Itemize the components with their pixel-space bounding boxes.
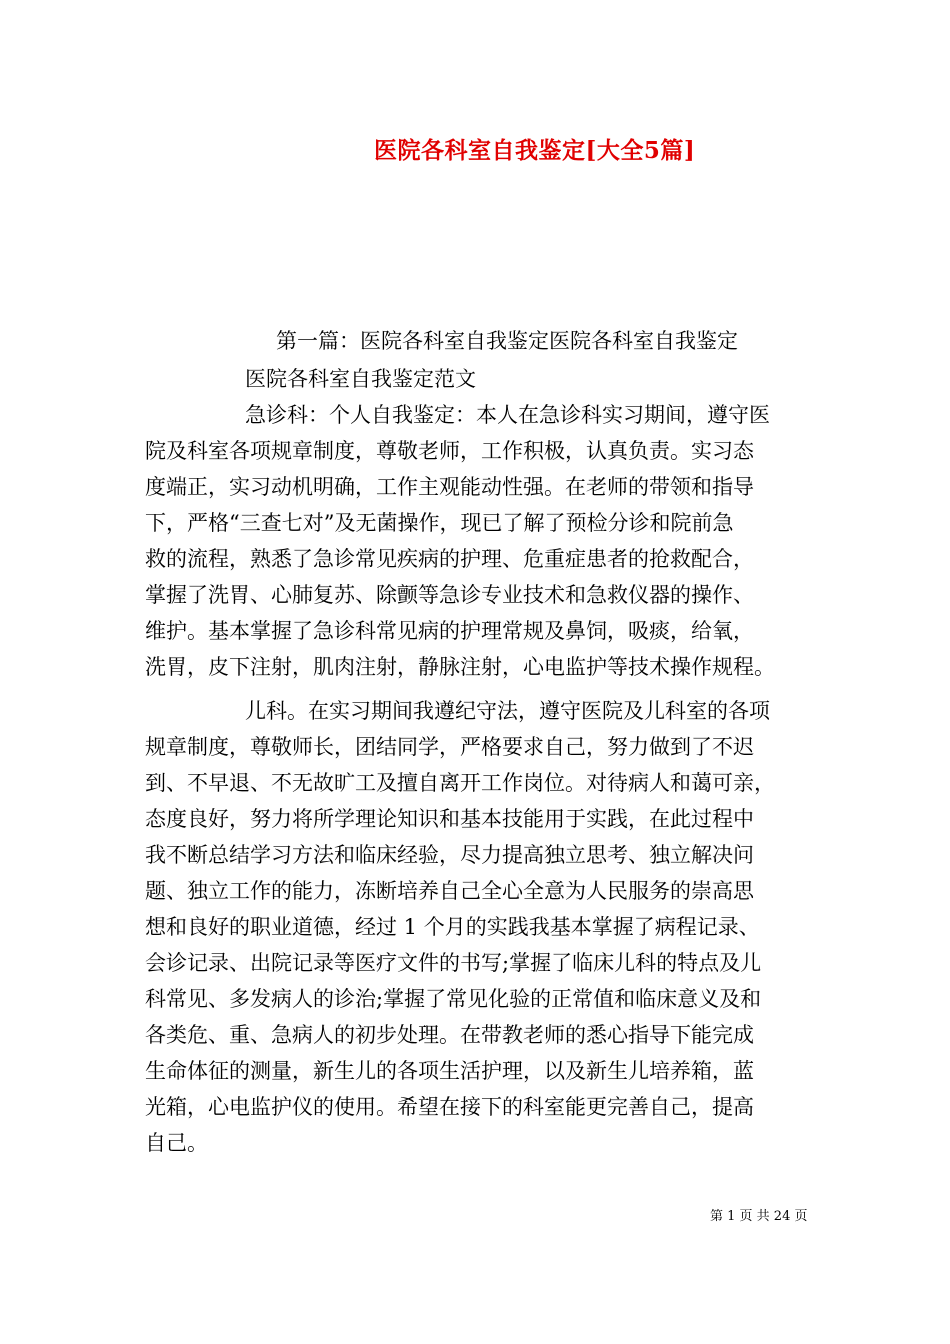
- paragraph-line: 规章制度，尊敬师长，团结同学，严格要求自己，努力做到了不迟: [145, 735, 754, 759]
- paragraph-line: 想和良好的职业道德，经过 1 个月的实践我基本掌握了病程记录、: [145, 915, 760, 939]
- page-number: 第 1 页 共 24 页: [710, 1209, 808, 1224]
- paragraph-line: 光箱，心电监护仪的使用。希望在接下的科室能更完善自己，提高: [145, 1095, 754, 1119]
- paragraph-line: 院及科室各项规章制度，尊敬老师，工作积极，认真负责。实习态: [145, 439, 754, 463]
- paragraph-line: 我不断总结学习方法和临床经验，尽力提高独立思考、独立解决问: [145, 843, 754, 867]
- document-title: 医院各科室自我鉴定[大全5篇]: [374, 137, 696, 164]
- paragraph-line: 洗胃，皮下注射，肌肉注射，静脉注射，心电监护等技术操作规程。: [145, 655, 775, 679]
- paragraph-line: 题、独立工作的能力，冻断培养自己全心全意为人民服务的崇高思: [145, 879, 754, 903]
- paragraph-line: 救的流程，熟悉了急诊常见疾病的护理、危重症患者的抢救配合，: [145, 547, 754, 571]
- paragraph-line: 各类危、重、急病人的初步处理。在带教老师的悉心指导下能完成: [145, 1023, 754, 1047]
- paragraph-line: 科常见、多发病人的诊治;掌握了常见化验的正常值和临床意义及和: [145, 987, 762, 1011]
- paragraph-line: 到、不早退、不无故旷工及擅自离开工作岗位。对待病人和蔼可亲，: [145, 771, 775, 795]
- paragraph-line: 下，严格“三查七对”及无菌操作，现已了解了预检分诊和院前急: [145, 511, 734, 535]
- paragraph-line: 儿科。在实习期间我遵纪守法，遵守医院及儿科室的各项: [245, 699, 770, 723]
- paragraph-line: 会诊记录、出院记录等医疗文件的书写;掌握了临床儿科的特点及儿: [145, 951, 762, 975]
- section-subheading: 医院各科室自我鉴定范文: [245, 367, 476, 391]
- paragraph-line: 维护。基本掌握了急诊科常见病的护理常规及鼻饲，吸痰，给氧，: [145, 619, 754, 643]
- paragraph-line: 自己。: [145, 1131, 208, 1155]
- paragraph-line: 度端正，实习动机明确，工作主观能动性强。在老师的带领和指导: [145, 475, 754, 499]
- section-heading: 第一篇：医院各科室自我鉴定医院各科室自我鉴定: [276, 329, 738, 353]
- paragraph-line: 急诊科：个人自我鉴定：本人在急诊科实习期间，遵守医: [245, 403, 770, 427]
- paragraph-line: 掌握了洗胃、心肺复苏、除颤等急诊专业技术和急救仪器的操作、: [145, 583, 754, 607]
- paragraph-line: 生命体征的测量，新生儿的各项生活护理，以及新生儿培养箱，蓝: [145, 1059, 754, 1083]
- paragraph-line: 态度良好，努力将所学理论知识和基本技能用于实践，在此过程中: [145, 807, 754, 831]
